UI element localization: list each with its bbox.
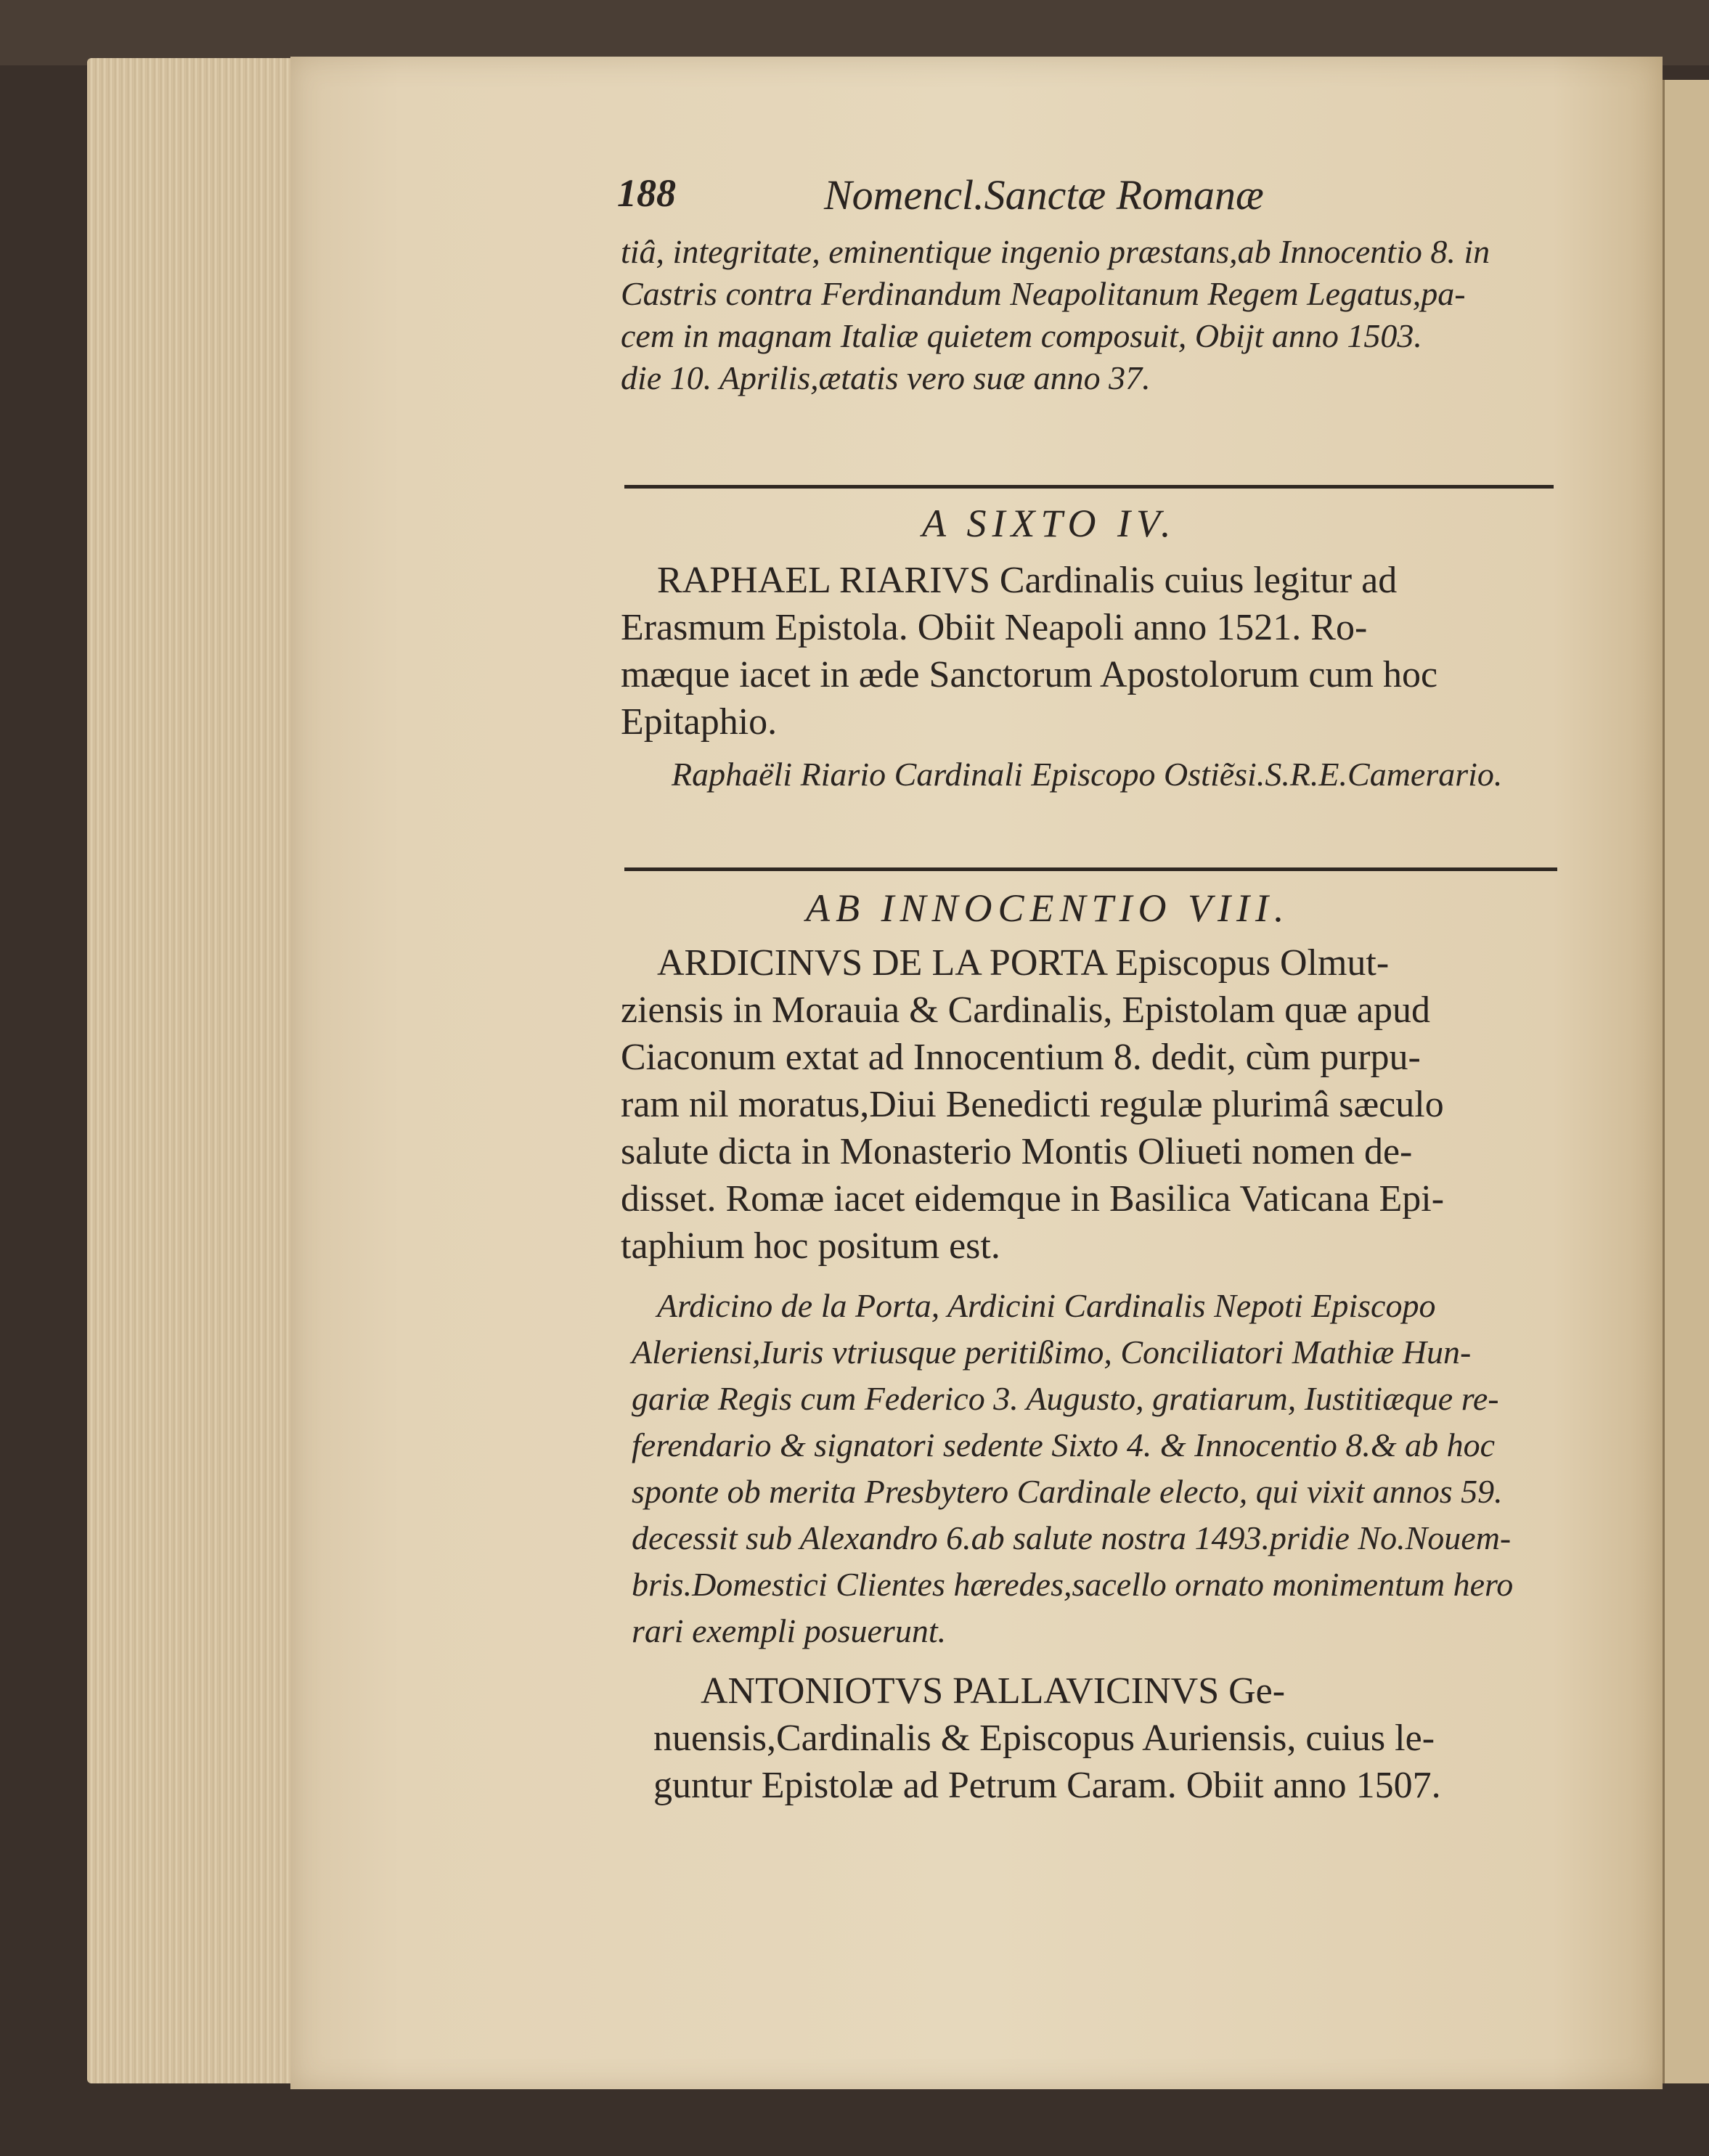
section-heading: AB INNOCENTIO VIII. bbox=[806, 886, 1290, 930]
text-line: cem in magnam Italiæ quietem composuit, Obijt anno 1503. bbox=[621, 317, 1422, 354]
section-rule bbox=[624, 867, 1557, 871]
epitaph-line: Aleriensi,Iuris vtriusque peritißimo, Conciliatori Mathiæ Hun- bbox=[632, 1334, 1472, 1371]
epitaph-line: gariæ Regis cum Federico 3. Augusto, gratiarum, Iustitiæque re- bbox=[632, 1380, 1499, 1417]
text-line: Ciaconum extat ad Innocentium 8. dedit, cùm purpu- bbox=[621, 1037, 1421, 1078]
text-line: nuensis,Cardinalis & Episcopus Auriensis, cuius le- bbox=[653, 1718, 1435, 1759]
text-line: die 10. Aprilis,ætatis vero suæ anno 37. bbox=[621, 359, 1151, 396]
text-line: ANTONIOTVS PALLAVICINVS Ge- bbox=[701, 1670, 1286, 1712]
epitaph-line: rari exempli posuerunt. bbox=[632, 1612, 947, 1649]
text-line: taphium hoc positum est. bbox=[621, 1225, 1000, 1267]
page-edges bbox=[87, 58, 305, 2083]
backdrop bbox=[0, 0, 1709, 65]
text-line: mæque iacet in æde Sanctorum Apostolorum cum hoc bbox=[621, 654, 1438, 695]
text-line: Castris contra Ferdinandum Neapolitanum Regem Legatus,pa- bbox=[621, 275, 1466, 312]
epitaph-line: Raphaëli Riario Cardinali Episcopo Ostiẽsi.S.R.E.Camerario. bbox=[672, 756, 1503, 793]
text-line: ARDICINVS DE LA PORTA Episcopus Olmut- bbox=[657, 942, 1390, 984]
text-line: Epitaphio. bbox=[621, 701, 778, 743]
running-head bbox=[617, 171, 1546, 229]
epitaph-line: decessit sub Alexandro 6.ab salute nostra 1493.pridie No.Nouem- bbox=[632, 1519, 1512, 1556]
text-line: disset. Romæ iacet eidemque in Basilica Vaticana Epi- bbox=[621, 1178, 1445, 1220]
section-rule bbox=[624, 485, 1554, 489]
text-line: Erasmum Epistola. Obiit Neapoli anno 1521. Ro- bbox=[621, 607, 1368, 648]
text-line: RAPHAEL RIARIVS Cardinalis cuius legitur ad bbox=[657, 560, 1398, 601]
page-number: 188 bbox=[617, 171, 676, 215]
epitaph-line: ferendario & signatori sedente Sixto 4. & Innocentio 8.& ab hoc bbox=[632, 1426, 1496, 1463]
section-heading: A SIXTO IV. bbox=[922, 502, 1177, 545]
running-title: Nomencl.Sanctæ Romanæ bbox=[824, 171, 1264, 219]
facing-page-edge bbox=[1663, 80, 1709, 2083]
text-line: ram nil moratus,Diui Benedicti regulæ plurimâ sæculo bbox=[621, 1084, 1444, 1125]
epitaph-line: Ardicino de la Porta, Ardicini Cardinalis Nepoti Episcopo bbox=[657, 1287, 1436, 1324]
text-line: guntur Epistolæ ad Petrum Caram. Obiit anno 1507. bbox=[653, 1765, 1441, 1806]
text-line: ziensis in Morauia & Cardinalis, Epistolam quæ apud bbox=[621, 989, 1430, 1031]
text-line: tiâ, integritate, eminentique ingenio præstans,ab Innocentio 8. in bbox=[621, 233, 1490, 270]
epitaph-line: bris.Domestici Clientes hæredes,sacello ornato monimentum hero bbox=[632, 1566, 1514, 1603]
epitaph-line: sponte ob merita Presbytero Cardinale electo, qui vixit annos 59. bbox=[632, 1473, 1503, 1510]
text-line: salute dicta in Monasterio Montis Oliueti nomen de- bbox=[621, 1131, 1413, 1172]
